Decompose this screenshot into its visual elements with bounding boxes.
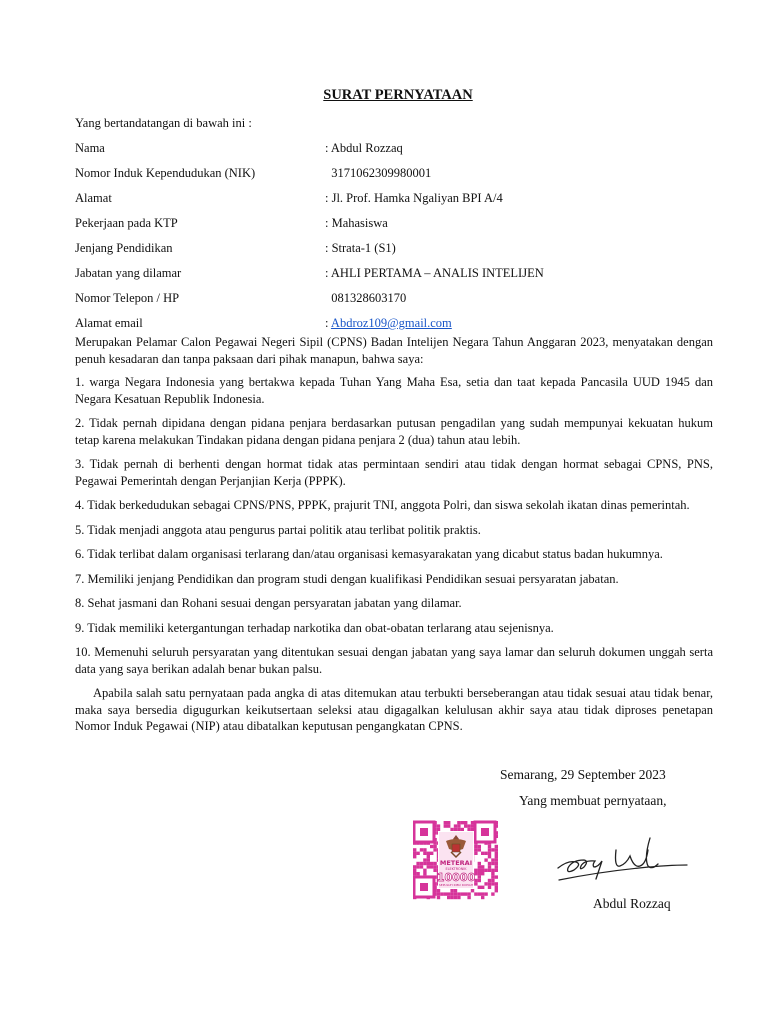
statement-item: 8. Sehat jasmani dan Rohani sesuai dengan persyaratan jabatan yang dilamar. (75, 596, 462, 610)
identity-value (325, 315, 452, 332)
identity-value: : AHLI PERTAMA – ANALIS INTELIJEN (325, 266, 544, 280)
statement-item: 9. Tidak memiliki ketergantungan terhadap narkotika dan obat-obatan terlarang atau sejenisnya. (75, 620, 554, 635)
identity-label: Nomor Telepon / HP (75, 291, 180, 305)
statement-item: 5. Tidak menjadi anggota atau pengurus partai politik atau terlibat politik praktis. (75, 522, 481, 537)
identity-label: Nama (75, 141, 105, 155)
signer-name: Abdul Rozzaq (593, 896, 671, 911)
statement-item: 10. Memenuhi seluruh persyaratan yang ditentukan sesuai dengan jabatan yang saya lamar dan seluruh dokumen unggah serta data yang saya berikan adalah benar bukan palsu. (75, 645, 713, 676)
stamp-footer: SEPULUH RIBU RUPIAH (438, 883, 474, 887)
identity-row-nik (75, 165, 715, 190)
identity-row-occupation (75, 215, 715, 240)
identity-row-address (75, 190, 715, 215)
identity-value: : Strata-1 (S1) (325, 241, 396, 255)
statement-item: 4. Tidak berkedudukan sebagai CPNS/PNS, PPPK, prajurit TNI, anggota Polri, dan siswa sekolah ikatan dinas pemerintah. (75, 498, 690, 512)
identity-value: : Mahasiswa (325, 216, 388, 230)
identity-row-education (75, 240, 715, 265)
identity-value: 3171062309980001 (325, 166, 432, 180)
statement-item: 6. Tidak terlibat dalam organisasi terlarang dan/atau organisasi kemasyarakatan yang dicabut status badan hukumnya. (75, 547, 663, 561)
signature-image (556, 828, 691, 886)
stamp-subtext: ELEKTRONIK (445, 867, 467, 871)
identity-value: : Abdul Rozzaq (325, 141, 403, 155)
stamp-amount: 10000 (436, 871, 476, 884)
statement-item: 1. warga Negara Indonesia yang bertakwa kepada Tuhan Yang Maha Esa, setia dan taat kepada Pancasila UUD 1945 dan Negara Kesatuan Republik Indonesia. (75, 375, 713, 406)
statement-item: 3. Tidak pernah di berhenti dengan hormat tidak atas permintaan sendiri atau tidak dengan hormat sebagai CPNS, PNS, Pegawai Pemerintah dengan Perjanjian Kerja (PPPK). (75, 457, 713, 488)
identity-label: Alamat (75, 191, 112, 205)
identity-row-position (75, 265, 715, 290)
meterai-stamp (413, 820, 498, 900)
declaration-body (75, 334, 713, 742)
identity-label: Alamat email (75, 316, 143, 330)
identity-label: Nomor Induk Kependudukan (NIK) (75, 166, 256, 180)
identity-value: 081328603170 (325, 291, 407, 305)
identity-value: : Jl. Prof. Hamka Ngaliyan BPI A/4 (325, 191, 503, 205)
closing-paragraph: Apabila salah satu pernyataan pada angka di atas ditemukan atau terbukti berseberangan atau tidak sesuai atau tidak benar, maka saya bersedia digugurkan keikutsertaan seleksi atau digagalkan kelulusan akhir saya atau tidak diproses penetapan Nomor Induk Pegawai (NIP) atau dibatalkan keputusan pengangkatan CPNS. (75, 686, 713, 733)
identity-label: Jenjang Pendidikan (75, 241, 173, 255)
email-prefix: : (325, 316, 331, 330)
maker-label: Yang membuat pernyataan, (519, 793, 667, 808)
intro-text: Yang bertandatangan di bawah ini : (75, 116, 252, 130)
identity-row-name (75, 140, 715, 165)
identity-label: Pekerjaan pada KTP (75, 216, 178, 230)
stamp-word: METERAI (439, 859, 473, 867)
email-link[interactable]: Abdroz109@gmail.com (330, 316, 452, 330)
declaration-intro: Merupakan Pelamar Calon Pegawai Negeri Sipil (CPNS) Badan Intelijen Negara Tahun Anggaran 2023, menyatakan dengan penuh kesadaran dan tanpa paksaan dari pihak manapun, bahwa saya: (75, 335, 713, 366)
identity-row-phone (75, 290, 715, 315)
statement-item: 7. Memiliki jenjang Pendidikan dan program studi dengan kualifikasi Pendidikan sesuai persyaratan jabatan. (75, 571, 619, 586)
identity-section (75, 140, 715, 340)
identity-label: Jabatan yang dilamar (75, 266, 182, 280)
document-title: SURAT PERNYATAAN (323, 87, 473, 103)
statement-item: 2. Tidak pernah dipidana dengan pidana penjara berdasarkan putusan pengadilan yang sudah mempunyai kekuatan hukum tetap karena melakukan Tindakan pidana dengan pidana penjara 2 (dua) tahun atau lebih. (75, 416, 713, 447)
place-date: Semarang, 29 September 2023 (500, 767, 666, 782)
